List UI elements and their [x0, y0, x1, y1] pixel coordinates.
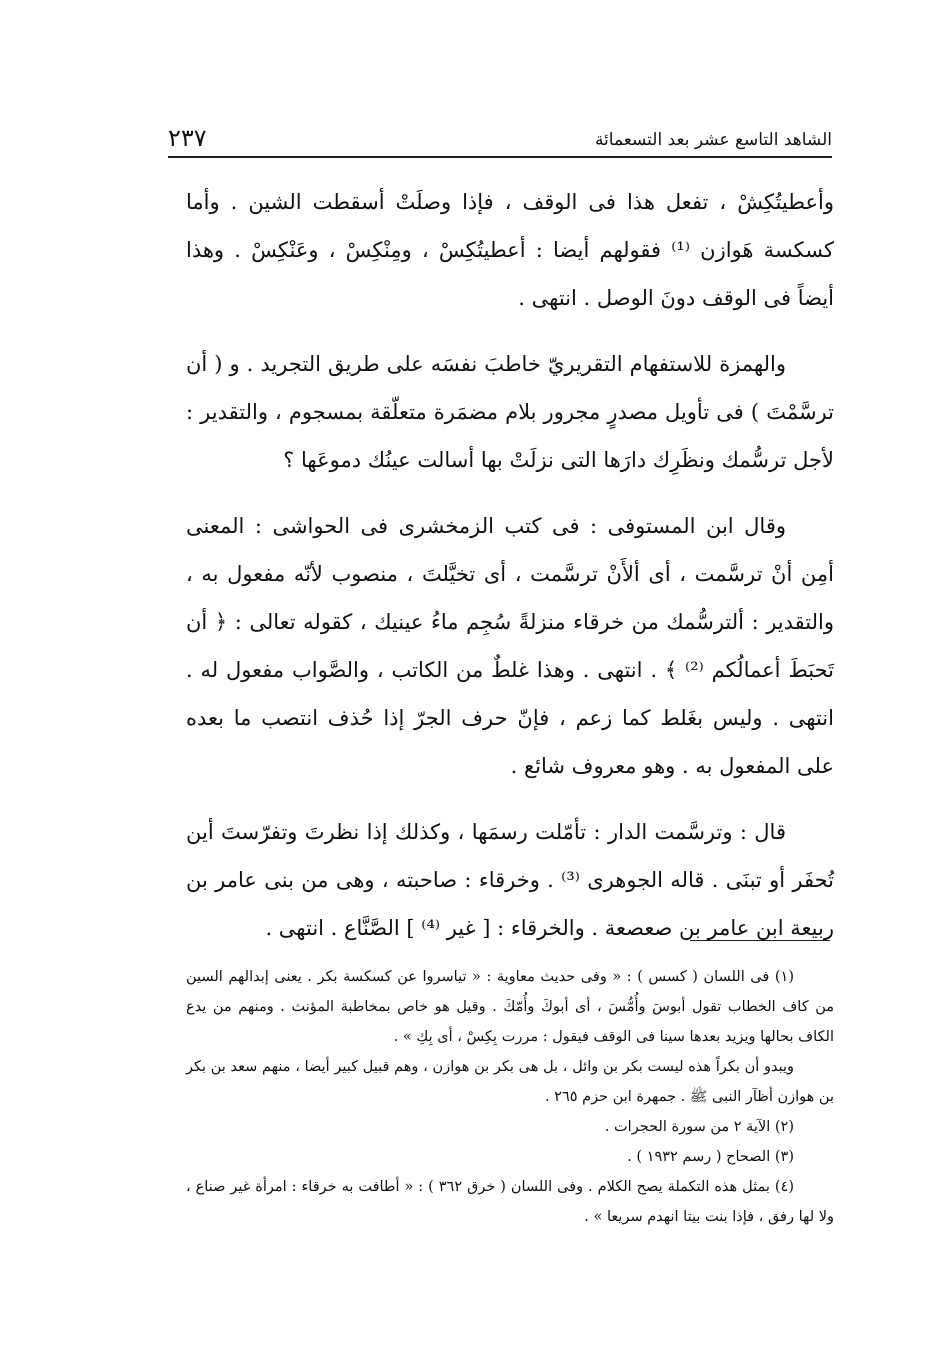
paragraph: وأعطيتُكِشْ ، تفعل هذا فى الوقف ، فإذا وصلَتْ أسقطت الشين . وأما كسكسة هَوازن ⁽¹⁾ فقولهم أيضا : أعطيتُكِسْ ، ومِنْكِسْ ، وعَنْكِسْ . وهذا أيضاً فى الوقف دونَ الوصل . انتهى .	[186, 190, 834, 310]
footnote: (٤) بمثل هذه التكملة يصح الكلام . وفى اللسان ( خرق ٣٦٢ ) : « أطافت به خرقاء : امرأة غير صناع ، ولا لها رفق ، فإذا بنت بيتا انهدم سريعا » .	[186, 1179, 834, 1225]
footnote: (٢) الآية ٢ من سورة الحجرات .	[604, 1119, 794, 1135]
paragraph: وقال ابن المستوفى : فى كتب الزمخشرى فى الحواشى : المعنى أمِن أنْ ترسَّمت ، أى ألأَنْ ترسَّمت ، أى تخيَّلتَ ، منصوب لأنّه مفعول به ، والتقدير : ألترسُّمك من خرقاء منزلةً سُجِم ماءُ عينيك ، كقوله تعالى : ﴿ أن تَحبَطَ أعمالُكم ⁽²⁾ ﴾ . انتهى . وهذا غلطٌ من الكاتب ، والصَّواب مفعول له . انتهى . وليس بغَلط كما زعم ، فإنّ حرف الجرّ إذا حُذف انتصب ما بعده على المفعول به . وهو معروف شائع .	[186, 514, 834, 778]
footnote: (١) فى اللسان ( كسس ) : « وفى حديث معاوية : « تياسروا عن كسكسة بكر . يعنى إبدالهم السين من كاف الخطاب تقول أبوسَ وأُمُّسَ ، أى أبوكَ وأُمّكَ . وقيل هو خاص بمخاطبة المؤنث . ومنهم من يدع الكاف بحالها ويزيد بعدها سينا فى الوقف فيقول : مررت بِكِسْ ، أى بِكِ » .	[186, 969, 834, 1045]
footnote-continuation: ويبدو أن بكراً هذه ليست بكر بن وائل ، بل هى بكر بن هوازن ، وهم قبيل كبير أيضا ، منهم سعد بن بكر بن هوازن أظآر النبى ﷺ . جمهرة ابن حزم ٢٦٥ .	[186, 1059, 834, 1105]
running-title: الشاهد التاسع عشر بعد التسعمائة	[594, 130, 832, 150]
main-text	[186, 178, 834, 970]
page-number: ٢٣٧	[168, 124, 207, 152]
paragraph: والهمزة للاستفهام التقريريّ خاطبَ نفسَه على طريق التجريد . و ( أن ترسَّمْتَ ) فى تأويل مصدرٍ مجرور بلام مضمَرة متعلّقة بمسجوم ، والتقدير : لأجل ترسُّمك ونظَرِك دارَها التى نزلَتْ بها أسالت عينُك دموعَها ؟	[186, 352, 834, 472]
footnote-separator	[690, 940, 830, 941]
footnotes	[186, 962, 834, 1232]
page-header	[168, 112, 832, 158]
footnote: (٣) الصحاح ( رسم ١٩٣٢ ) .	[627, 1149, 794, 1165]
paragraph: قال : وترسَّمت الدار : تأمّلت رسمَها ، وكذلك إذا نظرتَ وتفرّستَ أين تُحفَر أو تبنَى . قاله الجوهرى ⁽³⁾ . وخرقاء : صاحبته ، وهى من بنى عامر بن ربيعة ابن عامر بن صعصعة . والخرقاء : [ غير ⁽⁴⁾ ] الصَّنَّاع . انتهى .	[186, 820, 834, 940]
